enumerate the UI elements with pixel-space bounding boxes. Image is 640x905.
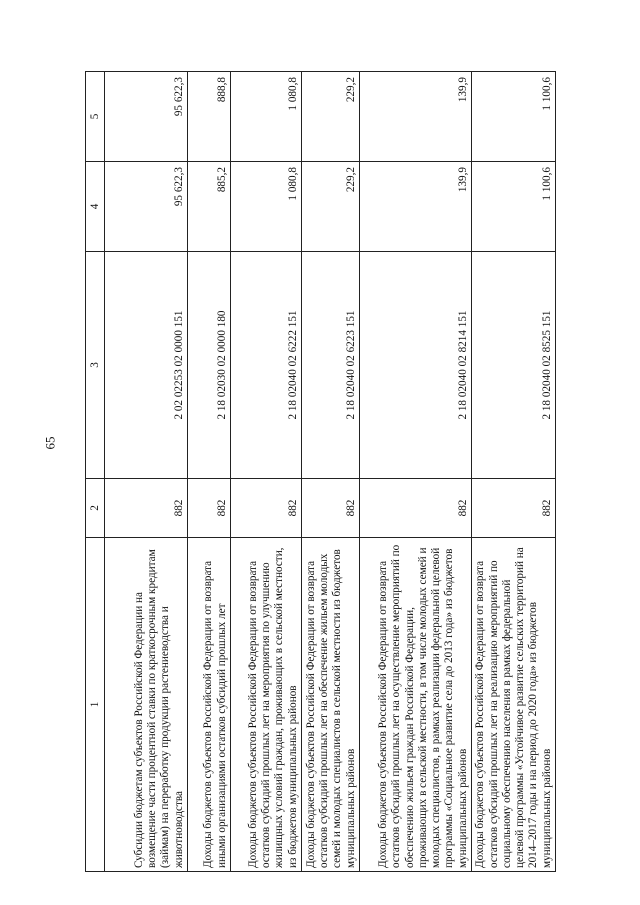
column-header-2: 2 (86, 479, 105, 538)
row-value-5-cell: 139,9 (360, 72, 472, 162)
row-name-cell: Доходы бюджетов субъектов Российской Федерации от возврата иными организациями остатков субсидий прошлых лет (188, 538, 231, 872)
row-value-5-cell: 1 100,6 (472, 72, 556, 162)
column-header-3: 3 (86, 252, 105, 479)
row-budget-code-cell: 2 18 02040 02 8214 151 (360, 252, 472, 479)
row-name-cell: Доходы бюджетов субъектов Российской Федерации от возврата остатков субсидий прошлых лет на осуществление мероприятий по обеспечению жильем граждан Российской Федерации, проживающих в сельской местности, в том числе молодых семей и молодых специалистов, в рамках реализации федеральной целевой программы «Социальное развитие села до 2013 года» из бюджетов муниципальных районов (360, 538, 472, 872)
row-value-5-cell: 95 622,3 (105, 72, 188, 162)
row-value-4-cell: 229,2 (302, 162, 360, 252)
row-value-4-cell: 1 100,6 (472, 162, 556, 252)
row-admin-code-cell: 882 (302, 479, 360, 538)
table-row (188, 72, 231, 872)
table-row (231, 72, 302, 872)
table-header-row (86, 72, 105, 872)
row-name-cell: Доходы бюджетов субъектов Российской Федерации от возврата остатков субсидий прошлых лет на реализацию мероприятий по социальному обеспечению населения в рамках федеральной целевой программы «Устойчивое развитие сельских территорий на 2014–2017 годы и на период до 2020 года» из бюджетов муниципальных районов (472, 538, 556, 872)
row-value-4-cell: 95 622,3 (105, 162, 188, 252)
row-budget-code-cell: 2 18 02040 02 8525 151 (472, 252, 556, 479)
row-admin-code-cell: 882 (360, 479, 472, 538)
table-row (472, 72, 556, 872)
row-value-5-cell: 1 080,8 (231, 72, 302, 162)
budget-revenue-table (85, 71, 556, 872)
row-budget-code-cell: 2 18 02040 02 6223 151 (302, 252, 360, 479)
row-value-4-cell: 885,2 (188, 162, 231, 252)
row-name-cell: Доходы бюджетов субъектов Российской Федерации от возврата остатков субсидий прошлых лет на обеспечение жильем молодых семей и молодых специалистов в сельской местности из бюджетов муниципальных районов (302, 538, 360, 872)
row-value-5-cell: 229,2 (302, 72, 360, 162)
column-header-4: 4 (86, 162, 105, 252)
row-value-5-cell: 888,8 (188, 72, 231, 162)
row-name-cell: Субсидии бюджетам субъектов Российской Федерации на возмещение части процентной ставки по краткосрочным кредитам (займам) на переработку продукции растениеводства и животноводства (105, 538, 188, 872)
row-admin-code-cell: 882 (231, 479, 302, 538)
row-budget-code-cell: 2 18 02030 02 0000 180 (188, 252, 231, 479)
row-budget-code-cell: 2 18 02040 02 6222 151 (231, 252, 302, 479)
table-row (302, 72, 360, 872)
table-row (105, 72, 188, 872)
row-name-cell: Доходы бюджетов субъектов Российской Федерации от возврата остатков субсидий прошлых лет на мероприятия по улучшению жилищных условий граждан, проживающих в сельской местности, из бюджетов муниципальных районов (231, 538, 302, 872)
row-value-4-cell: 139,9 (360, 162, 472, 252)
row-admin-code-cell: 882 (472, 479, 556, 538)
rotated-table-container (85, 72, 607, 872)
row-admin-code-cell: 882 (188, 479, 231, 538)
column-header-5: 5 (86, 72, 105, 162)
page-number: 65 (42, 436, 58, 450)
column-header-1: 1 (86, 538, 105, 872)
row-value-4-cell: 1 080,8 (231, 162, 302, 252)
table-row (360, 72, 472, 872)
row-admin-code-cell: 882 (105, 479, 188, 538)
row-budget-code-cell: 2 02 02253 02 0000 151 (105, 252, 188, 479)
